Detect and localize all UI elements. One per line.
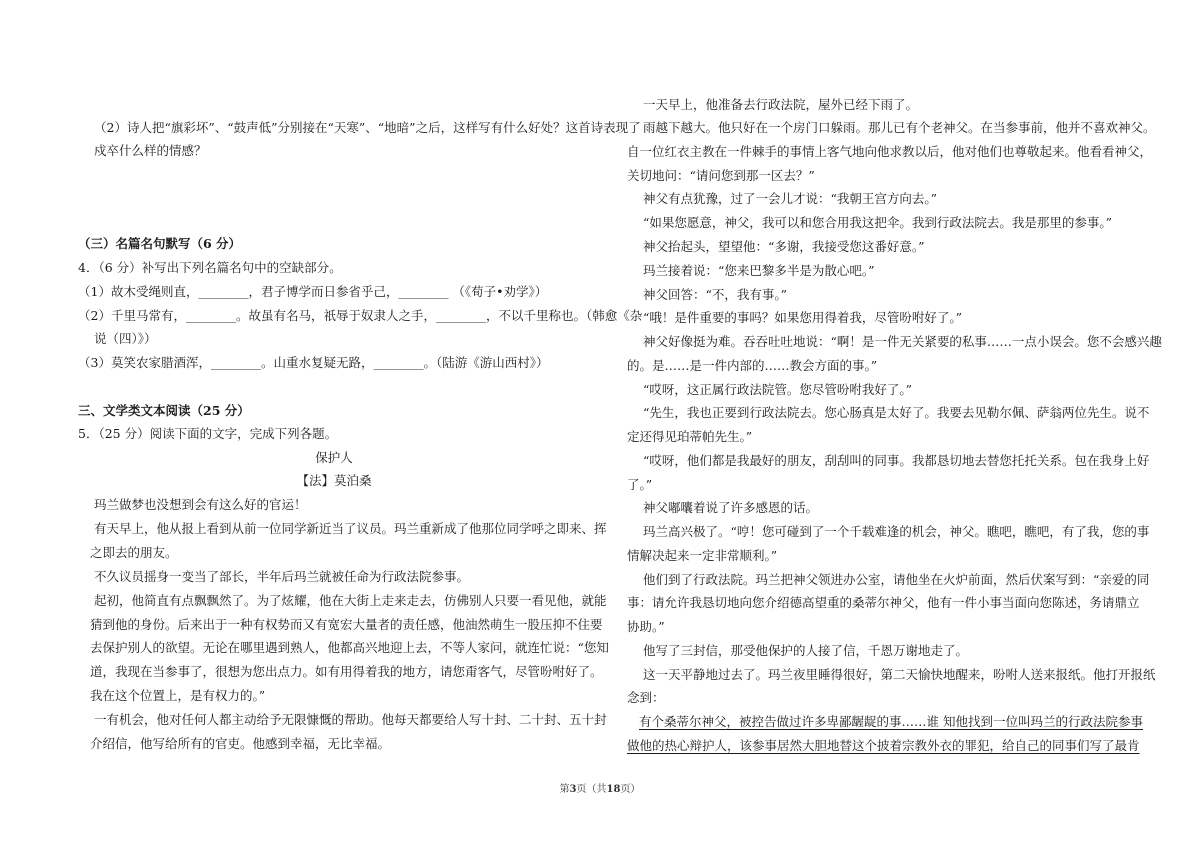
- question-item: （3）莫笑农家腊酒浑，________。山重水复疑无路，________。（陆游《游山西村》）: [78, 355, 549, 370]
- story-paragraph: 有天早上，他从报上看到从前一位同学新近当了议员。玛兰重新成了他那位同学呼之即来、挥: [94, 521, 607, 536]
- story-paragraph: 神父回答：“不，我有事。”: [643, 287, 788, 302]
- question-stem: 4．（6 分）补写出下列名篇名句中的空缺部分。: [78, 260, 342, 275]
- question-item: 说（四）》）: [94, 331, 157, 346]
- story-paragraph: 自一位红衣主教在一件棘手的事情上客气地向他求教以后，他对他们也尊敬起来。他看看神父，: [627, 144, 1153, 159]
- story-paragraph: 玛兰高兴极了。“哼！您可碰到了一个千载难逢的机会，神父。瞧吧，瞧吧，有了我，您的事: [643, 524, 1150, 539]
- footer-mid: 页（共: [576, 784, 607, 795]
- quoted-news: 有个桑蒂尔神父，被控告做过许多卑鄙龌龊的事……谁 知他找到一位叫玛兰的行政法院参事: [639, 714, 1143, 729]
- section-heading: （三）名篇名句默写（6 分）: [78, 236, 242, 251]
- story-paragraph: “如果您愿意，神父，我可以和您合用我这把伞。我到行政法院去。我是那里的参事。”: [643, 215, 1113, 230]
- story-paragraph: 雨越下越大。他只好在一个房门口躲雨。那儿已有个老神父。在当参事前，他并不喜欢神父。: [643, 120, 1156, 135]
- story-paragraph: 的。是……是一件内部的……教会方面的事。”: [627, 358, 878, 373]
- story-paragraph: 起初，他简直有点飘飘然了。为了炫耀，他在大街上走来走去，仿佛别人只要一看见他，就能: [94, 593, 607, 608]
- story-paragraph: 情解决起来一定非常顺利。”: [627, 548, 778, 563]
- story-paragraph: “哦！是件重要的事吗？如果您用得着我，尽管吩咐好了。”: [643, 310, 963, 325]
- story-paragraph: 这一天平静地过去了。玛兰夜里睡得很好，第二天愉快地醒来，吩咐人送来报纸。他打开报纸: [643, 667, 1156, 682]
- quoted-news: 做他的热心辩护人，该参事居然大胆地替这个披着宗教外衣的罪犯，给自己的同事们写了最肯: [627, 738, 1140, 753]
- total-pages: 18: [606, 784, 621, 795]
- question-item: （1）故木受绳则直，________，君子博学而日参省乎己，________ （《荀子•劝学》）: [78, 284, 548, 299]
- story-paragraph: 关切地问：“请问您到那一区去？”: [627, 168, 815, 183]
- story-paragraph: 玛兰接着说：“您来巴黎多半是为散心吧。”: [643, 263, 875, 278]
- story-paragraph: “哎呀，这正属行政法院管。您尽管吩咐我好了。”: [643, 382, 913, 397]
- story-paragraph: 我在这个位置上，是有权力的。”: [90, 688, 266, 703]
- story-paragraph: 玛兰做梦也没想到会有这么好的官运！: [94, 497, 307, 512]
- question-stem: 5．（25 分）阅读下面的文字，完成下列各题。: [78, 426, 338, 441]
- story-paragraph: 不久议员摇身一变当了部长，半年后玛兰就被任命为行政法院参事。: [94, 569, 470, 584]
- story-author: 【法】莫泊桑: [296, 473, 372, 488]
- story-paragraph: 去保护别人的欲望。无论在哪里遇到熟人，他都高兴地迎上去，不等人家问，就连忙说：“您知: [90, 640, 609, 655]
- story-paragraph: 协助。”: [627, 619, 665, 634]
- story-paragraph: “先生，我也正要到行政法院去。您心肠真是太好了。我要去见勒尔佩、萨翁两位先生。说不: [643, 405, 1150, 420]
- question-text: （2）诗人把“旗彩坏”、“鼓声低”分别接在“天寒”、“地暗”之后，这样写有什么好处？这首诗表现了: [94, 120, 641, 135]
- story-paragraph: 之即去的朋友。: [90, 545, 178, 560]
- story-paragraph: 一天早上，他准备去行政法院，屋外已经下雨了。: [643, 97, 919, 112]
- story-paragraph: 道，我现在当参事了，很想为您出点力。如有用得着我的地方，请您甭客气，尽管吩咐好了。: [90, 664, 603, 679]
- story-paragraph: 猜到他的身份。后来出于一种有权势而又有宽宏大量者的责任感，他油然萌生一股压抑不住要: [90, 617, 603, 632]
- story-paragraph: 他们到了行政法院。玛兰把神父领进办公室，请他坐在火炉前面，然后伏案写到：“亲爱的同: [643, 572, 1150, 587]
- story-paragraph: 念到：: [627, 690, 665, 705]
- question-item: （2）千里马常有，________。故虽有名马，祇辱于奴隶人之手，________，不以千里称也。（韩愈《杂: [78, 308, 643, 323]
- story-title: 保护人: [315, 450, 353, 465]
- story-paragraph: 事：请允许我恳切地向您介绍德高望重的桑蒂尔神父，他有一件小事当面向您陈述，务请鼎立: [627, 595, 1140, 610]
- story-paragraph: 了。”: [627, 477, 653, 492]
- story-paragraph: 神父嘟囔着说了许多感恩的话。: [643, 500, 819, 515]
- story-paragraph: “哎呀，他们都是我最好的朋友，刮刮叫的同事。我都恳切地去替您托托关系。包在我身上好: [643, 453, 1150, 468]
- footer-prefix: 第: [559, 784, 570, 795]
- story-paragraph: 定还得见珀蒂帕先生。”: [627, 429, 753, 444]
- story-paragraph: 一有机会，他对任何人都主动给予无限慷慨的帮助。他每天都要给人写十封、二十封、五十封: [94, 712, 607, 727]
- question-text: 戍卒什么样的情感？: [94, 143, 207, 158]
- story-paragraph: 神父抬起头，望望他：“多谢，我接受您这番好意。”: [643, 239, 925, 254]
- story-paragraph: 神父有点犹豫，过了一会儿才说：“我朝王宫方向去。”: [643, 191, 938, 206]
- current-page: 3: [569, 784, 577, 795]
- story-paragraph: 介绍信，他写给所有的官吏。他感到幸福，无比幸福。: [90, 736, 391, 751]
- story-paragraph: 神父好像挺为难。吞吞吐吐地说：“啊！是一件无关紧要的私事……一点小误会。您不会感兴趣: [643, 334, 1162, 349]
- page-footer: [0, 780, 1200, 795]
- section-heading: 三、文学类文本阅读（25 分）: [78, 403, 250, 418]
- footer-suffix: 页）: [620, 784, 641, 795]
- story-paragraph: 他写了三封信，那受他保护的人接了信，千恩万谢地走了。: [643, 643, 969, 658]
